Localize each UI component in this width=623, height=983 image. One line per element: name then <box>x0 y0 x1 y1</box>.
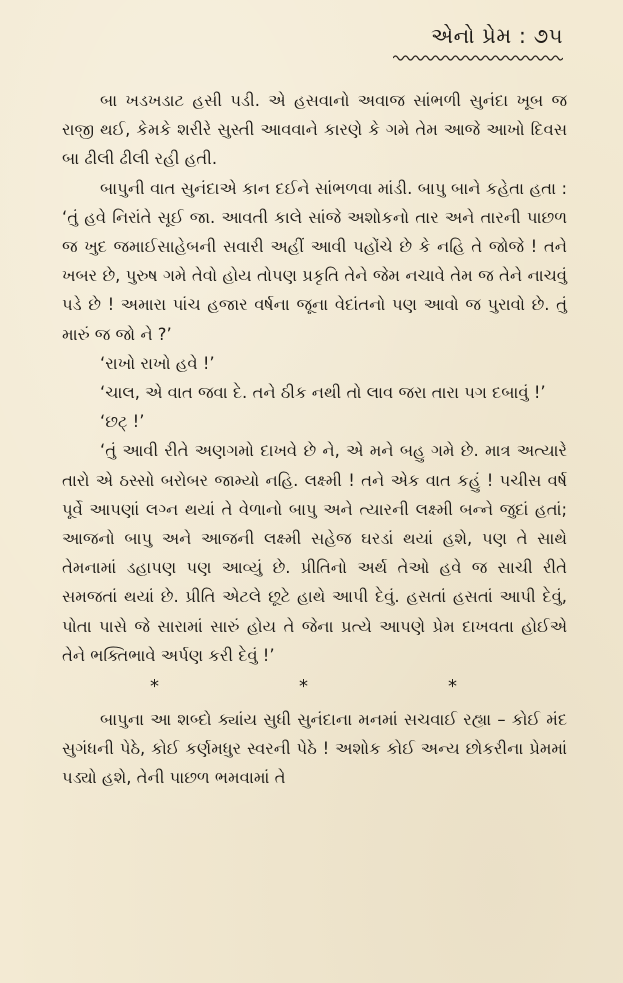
paragraph-3: ‘તું આવી રીતે અણગમો દાખવે છે ને, એ મને બહુ ગમે છે. માત્ર અત્યારે તારો એ ઠસ્સો બરોબર જામ્યો નહિ. લક્ષ્મી ! તને એક વાત કહું ! પચીસ વર્ષ પૂર્વે આપણાં લગ્ન થયાં તે વેળાનો બાપુ અને ત્યારની લક્ષ્મી બન્ને જુદાં હતાં; આજનો બાપુ અને આજની લક્ષ્મી સહેજ ઘરડાં થયાં હશે, પણ તે સાથે તેમનામાં ડહાપણ પણ આવ્યું છે. પ્રીતિનો અર્થ તેઓ હવે જ સાચી રીતે સમજતાં થયાં છે. પ્રીતિ એટલે છૂટે હાથે આપી દેવું. હસતાં હસતાં આપી દેવું, પોતા પાસે જે સારામાં સારું હોય તે જેના પ્રત્યે આપણે પ્રેમ દાખવતા હોઈએ તેને ભક્તિભાવે અર્પણ કરી દેવું !’ <box>62 441 567 665</box>
dialogue-line-3: ‘છટ્ !’ <box>100 412 145 432</box>
wavy-rule-ornament <box>393 54 563 62</box>
dialogue-line-2: ‘ચાલ, એ વાત જવા દે. તને ઠીક નથી તો લાવ જરા તારા પગ દબાવું !’ <box>100 383 546 403</box>
paragraph-4: બાપુના આ શબ્દો ક્યાંય સુધી સુનંદાના મનમાં સચવાઈ રહ્યા – કોઈ મંદ સુગંધની પેઠે, કોઈ કર્ણમધુર સ્વરની પેઠે ! અશોક કોઈ અન્ય છોકરીના પ્રેમમાં પડ્યો હશે, તેની પાછળ ભમવામાં તે <box>62 710 567 788</box>
running-head-text: એનો પ્રેમ : ૭૫ <box>431 24 563 48</box>
running-header <box>62 22 563 62</box>
paragraph-1: બા ખડખડાટ હસી પડી. એ હસવાનો અવાજ સાંભળી સુનંદા ખૂબ જ રાજી થઈ, કેમકે શરીરે સુસ્તી આવવાને કારણે કે ગમે તેમ આજે આખો દિવસ બા ઢીલી ઢીલી રહી હતી. <box>62 91 567 169</box>
dialogue-line-1: ‘રાખો રાખો હવે !’ <box>100 353 215 373</box>
page-body <box>62 86 567 793</box>
separator-star: * <box>150 676 159 698</box>
paragraph-2: બાપુની વાત સુનંદાએ કાન દઈને સાંભળવા માંડી. બાપુ બાને કહેતા હતા : ‘તું હવે નિરાંતે સૂઈ જા. આવતી કાલે સાંજે અશોકનો તાર અને તારની પાછળ જ ખુદ જમાઈસાહેબની સવારી અહીં આવી પહોંચે છે કે નહિ તે જોજે ! તને ખબર છે, પુરુષ ગમે તેવો હોય તોપણ પ્રકૃતિ તેને જેમ નચાવે તેમ જ તેને નાચવું પડે છે ! અમારા પાંચ હજાર વર્ષના જૂના વેદાંતનો પણ આવો જ પુરાવો છે. તું મારું જ જો ને ?’ <box>62 178 567 344</box>
separator-star: * <box>299 676 308 698</box>
section-separator <box>62 672 567 701</box>
separator-star: * <box>448 676 457 698</box>
